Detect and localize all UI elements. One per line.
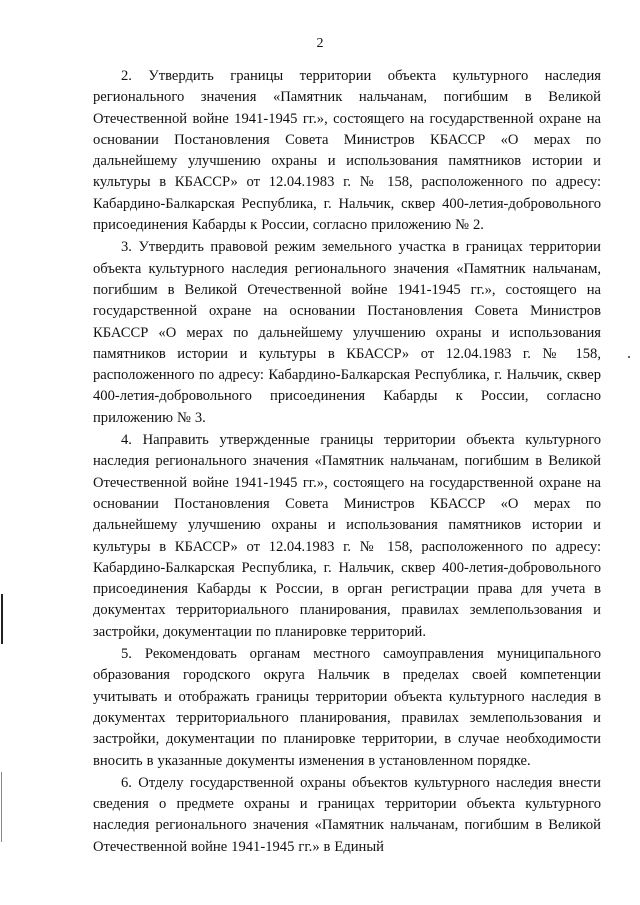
paragraph-item-6: 6. Отделу государственной охраны объектов культурного наследия внести сведения о предмете охраны и границах территории объекта культурного наследия регионального значения «Памятник нальчанам, погибшим в Великой Отечественной войне 1941-1945 гг.» в Единый — [93, 774, 601, 855]
page-number: 2 — [316, 36, 324, 51]
scan-speck-right — [628, 356, 630, 358]
document-body — [93, 66, 601, 858]
scan-margin-mark-lower — [1, 772, 2, 842]
paragraph-item-4: 4. Направить утвержденные границы территории объекта культурного наследия регионального значения «Памятник нальчанам, погибшим в Великой Отечественной войне 1941-1945 гг.», состоящего на государственной охране на основании Постановления Совета Министров КБАССР «О мерах по дальнейшему улучшению охраны и использования памятников истории и культуры в КБАССР» от 12.04.1983 г. № 158, расположенного по адресу: Кабардино-Балкарская Республика, г. Нальчик, сквер 400-летия-добровольного присоединения Кабарды к России, в орган регистрации права для учета в документах территориального планирования, правилах землепользования и застройки, документации по планировке территорий. — [93, 432, 601, 640]
paragraph-item-5: 5. Рекомендовать органам местного самоуправления муниципального образования городского округа Нальчик в пределах своей компетенции учитывать и отображать границы территории объекта культурного наследия в документах территориального планирования, правилах землепользования и застройки, документации по планировке территории, в случае необходимости вносить в указанные документы изменения в установленном порядке. — [93, 646, 601, 769]
paragraph-item-3: 3. Утвердить правовой режим земельного участка в границах территории объекта культурного наследия регионального значения «Памятник нальчанам, погибшим в Великой Отечественной войне 1941-1945 гг.», состоящего на государственной охране на основании Постановления Совета Министров КБАССР «О мерах по дальнейшему улучшению охраны и использования памятников истории и культуры в КБАССР» от 12.04.1983 г. № 158, расположенного по адресу: Кабардино-Балкарская Республика, г. Нальчик, сквер 400-летия-добровольного присоединения Кабарды к России, согласно приложению № 3. — [93, 239, 601, 426]
paragraph-item-2: 2. Утвердить границы территории объекта культурного наследия регионального значения «Памятник нальчанам, погибшим в Великой Отечественной войне 1941-1945 гг.», состоящего на государственной охране на основании Постановления Совета Министров КБАССР «О мерах по дальнейшему улучшению охраны и использования памятников истории и культуры в КБАССР» от 12.04.1983 г. № 158, расположенного по адресу: Кабардино-Балкарская Республика, г. Нальчик, сквер 400-летия-добровольного присоединения Кабарды к России, согласно приложению № 2. — [93, 68, 601, 234]
scan-margin-mark-upper — [1, 594, 3, 644]
